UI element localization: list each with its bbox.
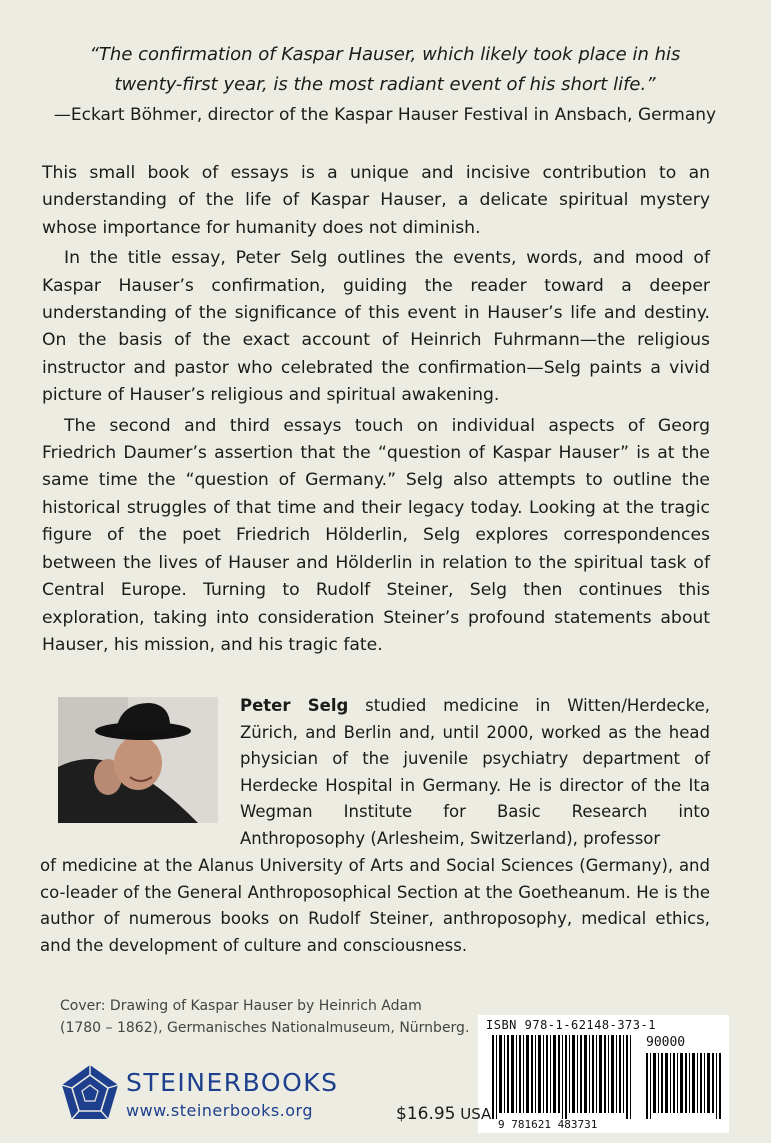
- cover-credit: [60, 995, 480, 1039]
- publisher-name: STEINERBOOKS: [126, 1068, 339, 1097]
- publisher-url: www.steinerbooks.org: [126, 1101, 313, 1120]
- description-paragraph-1: This small book of essays is a unique and incisive contribution to an understanding of the life of Kaspar Hauser, a delicate spiritual mystery whose importance for humanity does not diminish.: [42, 163, 710, 238]
- steinerbooks-logo-icon: [58, 1063, 122, 1127]
- cover-credit-line-2: (1780 – 1862), Germanisches Nationalmuseum, Nürnberg.: [60, 1020, 470, 1036]
- endorsement-quote: [40, 40, 730, 100]
- description-paragraph-2: In the title essay, Peter Selg outlines the events, words, and mood of Kaspar Hauser’s confirmation, guiding the reader toward a deeper understanding of the significance of this event in Hauser’s life and destiny. On the basis of the exact account of Heinrich Fuhrmann—the religious instructor and pastor who celebrated the confirmation—Selg paints a vivid picture of Hauser’s religious and spiritual awakening.: [42, 248, 710, 406]
- author-bio-top: [240, 693, 710, 853]
- description-paragraph-3: The second and third essays touch on individual aspects of Georg Friedrich Daumer’s assertion that the “question of Kaspar Hauser” is at the same time the “question of Germany.” Selg also attempts to outline the historical struggles of that time and their legacy today. Looking at the tragic figure of the poet Friedrich Hölderlin, Selg explores correspondences between the lives of Hauser and Hölderlin in relation to the spiritual task of Central Europe. Turning to Rudolf Steiner, Selg then continues this exploration, taking into consideration Steiner’s profound statements about Hauser, his mission, and his tragic fate.: [42, 415, 710, 655]
- author-portrait-image: [58, 697, 218, 823]
- author-bio-text-top: studied medicine in Witten/Herdecke, Zürich, and Berlin and, until 2000, worked as the head physician of the juvenile psychiatry department of Herdecke Hospital in Germany. He is director of the Ita Wegman Institute for Basic Research into Anthroposophy (Arlesheim, Switzerland), professor: [240, 696, 710, 848]
- quote-line-1: “The confirmation of Kaspar Hauser, which likely took place in his: [89, 44, 681, 65]
- barcode-bars-icon: [478, 1015, 729, 1133]
- book-description: [42, 160, 710, 659]
- isbn-number: ISBN 978-1-62148-373-1: [486, 1018, 656, 1032]
- author-photo: [58, 697, 218, 823]
- price-amount: $16.95: [396, 1104, 456, 1124]
- price-label: [396, 1104, 491, 1124]
- price-code: 90000: [646, 1035, 686, 1050]
- quote-attribution: —Eckart Böhmer, director of the Kaspar Hauser Festival in Ansbach, Germany: [53, 105, 717, 125]
- author-name: Peter Selg: [240, 696, 349, 715]
- author-bio-bottom: of medicine at the Alanus University of Arts and Social Sciences (Germany), and co-leader of the General Anthroposophical Section at the Goetheanum. He is the author of numerous books on Rudolf Steiner, anthroposophy, medical ethics, and the development of culture and consciousness.: [40, 856, 710, 955]
- price-currency: USA: [460, 1105, 492, 1123]
- quote-line-2: twenty-first year, is the most radiant event of his short life.”: [114, 74, 656, 95]
- isbn-barcode: [478, 1015, 729, 1133]
- barcode-digits: 9 781621 483731: [498, 1118, 598, 1131]
- cover-credit-line-1: Cover: Drawing of Kaspar Hauser by Heinrich Adam: [60, 998, 422, 1014]
